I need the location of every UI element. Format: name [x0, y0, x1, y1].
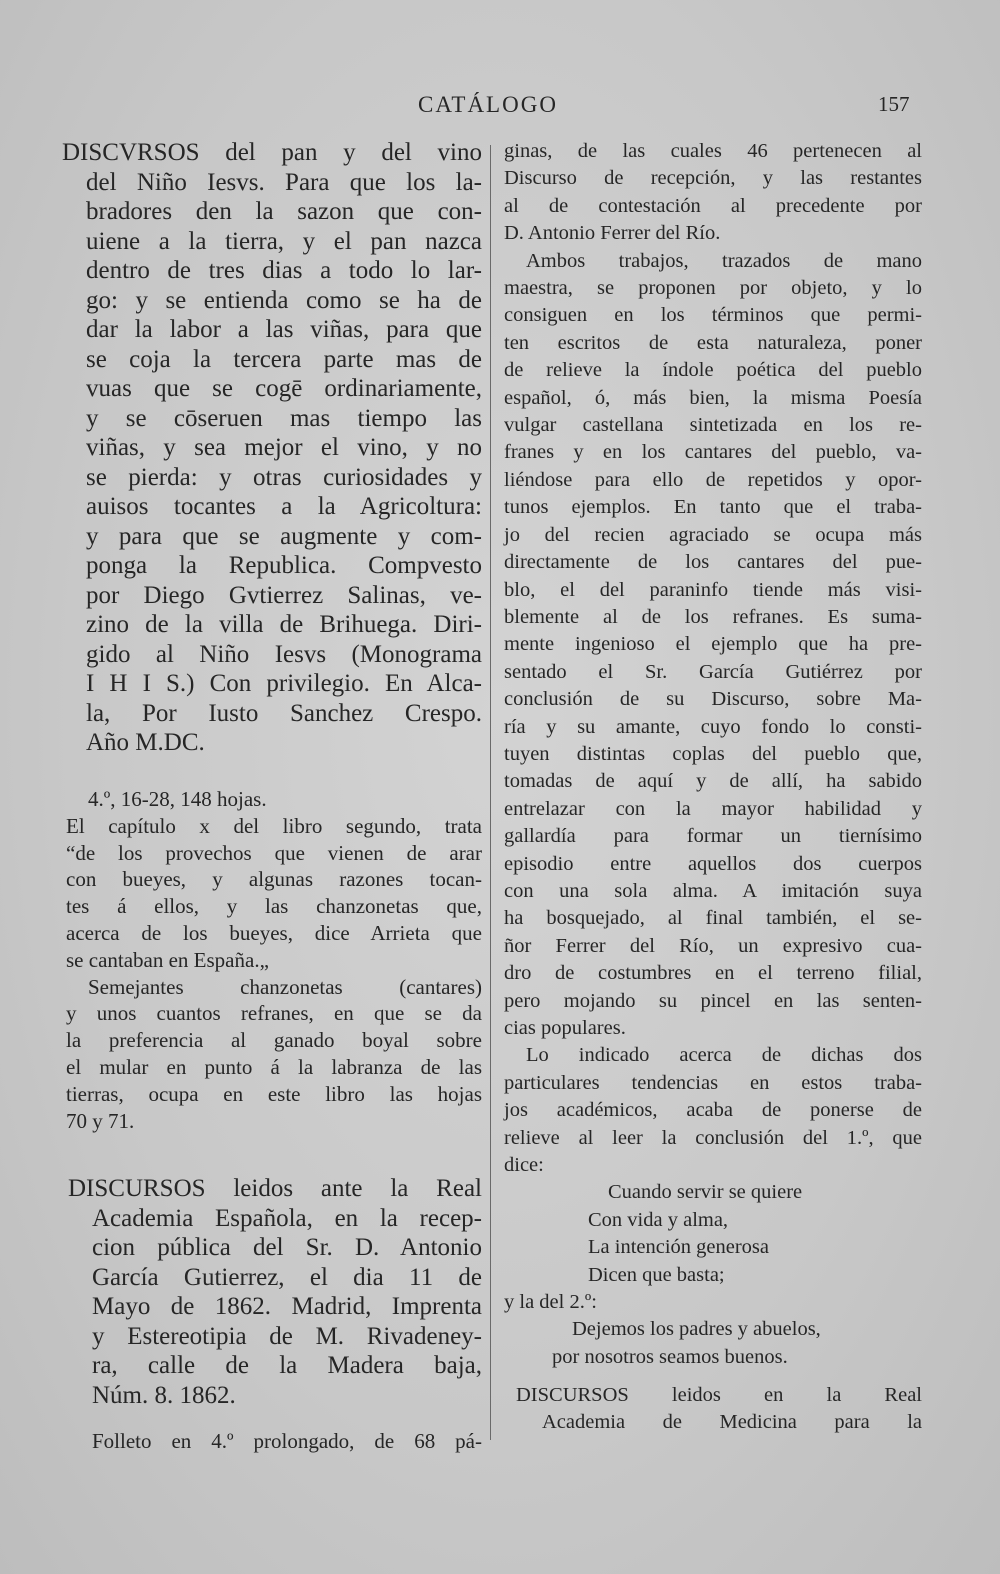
entry-line: y para que se augmente y com- [86, 522, 482, 550]
commentary-line: vulgar castellana sintetizada en los re- [504, 414, 922, 437]
commentary-line: liéndose para ello de repetidos y opor- [504, 468, 922, 491]
page-number: 157 [878, 92, 910, 116]
entry-line: zino de la villa de Brihuega. Diri- [86, 611, 482, 638]
entry-commentary [504, 138, 922, 1371]
verse-line: Con vida y alma, [588, 1208, 729, 1231]
commentary-line: ñor Ferrer del Río, un expresivo cua- [504, 934, 922, 957]
note-line: El capítulo x del libro segundo, trata [66, 813, 482, 838]
entry-line: Núm. 8. 1862. [92, 1381, 236, 1409]
commentary-line: directamente de los cantares del pue- [504, 551, 922, 574]
note-line: Folleto en 4.º prolongado, de 68 pá- [92, 1429, 482, 1453]
verse-line: Cuando servir se quiere [608, 1181, 803, 1204]
commentary-line: jo del recien agraciado se ocupa más [504, 523, 922, 546]
commentary-line: franes y en los cantares del pueblo, va- [504, 441, 922, 464]
note-line: 70 y 71. [66, 1108, 135, 1133]
note-line: acerca de los bueyes, dice Arrieta que [66, 920, 482, 945]
note-line: se cantaban en España.„ [66, 947, 269, 972]
commentary-line: pero mojando su pincel en las senten- [504, 989, 922, 1012]
commentary-line: cias populares. [504, 1017, 626, 1039]
commentary-line: Discurso de recepción, y las restantes [504, 167, 922, 190]
entry-note-2 [92, 1428, 482, 1455]
commentary-line: blo, el del paraninfo tiende más visi- [504, 578, 922, 601]
commentary-line: relieve al leer la conclusión del 1.º, que [504, 1126, 922, 1149]
note-line: el mular en punto á la labranza de las [66, 1054, 482, 1079]
entry-line: auisos tocantes a la Agricoltura: [86, 493, 482, 520]
verse-line: La intención generosa [588, 1236, 770, 1259]
entry-line: la, Por Iusto Sanchez Crespo. [86, 699, 482, 727]
verse-line: Dejemos los padres y abuelos, [572, 1318, 821, 1341]
entry-line: del Niño Iesvs. Para que los la- [86, 168, 482, 196]
entry-line: dentro de tres dias a todo lo lar- [86, 257, 482, 284]
commentary-line: de relieve la índole poética del pueblo [504, 359, 922, 382]
commentary-line: jos académicos, acaba de ponerse de [504, 1099, 922, 1122]
column-divider [490, 145, 491, 1440]
entry-line: viñas, y sea mejor el vino, y no [86, 434, 482, 461]
commentary-line: episodio entre aquellos dos cuerpos [504, 852, 922, 875]
entry-line: y Estereotipia de M. Rivadeney- [92, 1322, 482, 1350]
commentary-line: mente ingenioso el ejemplo que ha pre- [504, 633, 922, 656]
commentary-line: al de contestación al precedente por [504, 194, 922, 217]
commentary-line: con una sola alma. A imitación suya [504, 879, 922, 902]
commentary-line: dro de costumbres en el terreno filial, [504, 962, 922, 985]
commentary-line: español, ó, más bien, la misma Poesía [504, 386, 922, 409]
commentary-line: Ambos trabajos, trazados de mano [526, 249, 922, 272]
note-line: 4.º, 16-28, 148 hojas. [88, 787, 267, 811]
verse-line: Dicen que basta; [588, 1263, 725, 1286]
entry-line: ponga la Republica. Compvesto [86, 552, 482, 579]
verse-intro: y la del 2.º: [504, 1291, 597, 1314]
commentary-line: conclusión de su Discurso, sobre Ma- [504, 688, 922, 711]
entry-line: uiene a la tierra, y el pan nazca [86, 227, 482, 255]
entry-title-line: DISCVRSOS del pan y del vino [62, 139, 482, 166]
page-header [0, 92, 1000, 124]
catalog-entry-discursos-academia-espanola [68, 1174, 482, 1410]
entry-title-line: DISCURSOS leidos ante la Real [68, 1175, 482, 1202]
entry-line: Año M.DC. [86, 729, 205, 756]
note-line: tes á ellos, y las chanzonetas que, [66, 894, 482, 919]
entry-line: gido al Niño Iesvs (Monograma [86, 640, 482, 668]
commentary-line: consiguen en los términos que permi- [504, 304, 922, 327]
entry-line: ra, calle de la Madera baja, [92, 1352, 482, 1379]
commentary-line: ginas, de las cuales 46 pertenecen al [504, 140, 922, 162]
commentary-line: ría y su amante, cuyo fondo lo consti- [504, 715, 922, 738]
entry-line: García Gutierrez, el dia 11 de [92, 1263, 482, 1291]
commentary-line: ha bosquejado, al final también, el se- [504, 907, 922, 930]
entry-line: se coja la tercera parte mas de [86, 345, 482, 373]
commentary-line: sentado el Sr. García Gutiérrez por [504, 660, 922, 683]
note-line: la preferencia al ganado boyal sobre [66, 1028, 482, 1053]
commentary-line: gallardía para formar un tiernísimo [504, 825, 922, 848]
note-line: y unos cuantos refranes, en que se da [66, 1001, 482, 1026]
entry-line: vuas que se cogē ordinariamente, [86, 375, 482, 402]
commentary-line: dice: [504, 1154, 544, 1177]
running-title: CATÁLOGO [418, 92, 558, 117]
entry-line: se pierda: y otras curiosidades y [86, 463, 482, 491]
entry-line: go: y se entienda como se ha de [86, 286, 482, 314]
catalog-entry-discursos-academia-medicina [516, 1382, 922, 1437]
entry-line: dar la labor a las viñas, para que [86, 316, 482, 343]
entry-line: bradores den la sazon que con- [86, 198, 482, 225]
entry-title-line: DISCURSOS leidos en la Real [516, 1384, 922, 1406]
entry-line: cion pública del Sr. D. Antonio [92, 1234, 482, 1261]
note-line: “de los provechos que vienen de arar [66, 840, 482, 865]
commentary-line: entrelazar con la mayor habilidad y [504, 797, 922, 820]
commentary-line: Lo indicado acerca de dichas dos [526, 1044, 922, 1067]
commentary-line: maestra, se proponen por objeto, y lo [504, 277, 922, 300]
commentary-line: tomadas de aquí y de allí, ha sabido [504, 770, 922, 793]
entry-line: por Diego Gvtierrez Salinas, ve- [86, 581, 482, 609]
commentary-line: ten escritos de esta naturaleza, poner [504, 331, 922, 354]
commentary-line: tunos ejemplos. En tanto que el traba- [504, 496, 922, 519]
entry-line: Mayo de 1862. Madrid, Imprenta [92, 1293, 482, 1320]
catalog-entry-discvrsos-pan-vino [62, 138, 482, 758]
entry-line: Academia de Medicina para la [542, 1411, 922, 1434]
entry-note-1 [62, 786, 482, 1134]
entry-line: I H I S.) Con privilegio. En Alca- [86, 670, 482, 697]
commentary-line: tuyen distintas coplas del pueblo que, [504, 742, 922, 765]
commentary-line: particulares tendencias en estos traba- [504, 1071, 922, 1094]
note-line: Semejantes chanzonetas (cantares) [88, 974, 482, 999]
entry-line: Academia Española, en la recep- [92, 1204, 482, 1232]
entry-line: y se cōseruen mas tiempo las [86, 404, 482, 432]
commentary-line: D. Antonio Ferrer del Río. [504, 222, 721, 245]
note-line: tierras, ocupa en este libro las hojas [66, 1081, 482, 1106]
verse-line: por nosotros seamos buenos. [552, 1345, 788, 1368]
commentary-line: blemente al de los refranes. Es suma- [504, 605, 922, 628]
note-line: con bueyes, y algunas razones tocan- [66, 867, 482, 892]
